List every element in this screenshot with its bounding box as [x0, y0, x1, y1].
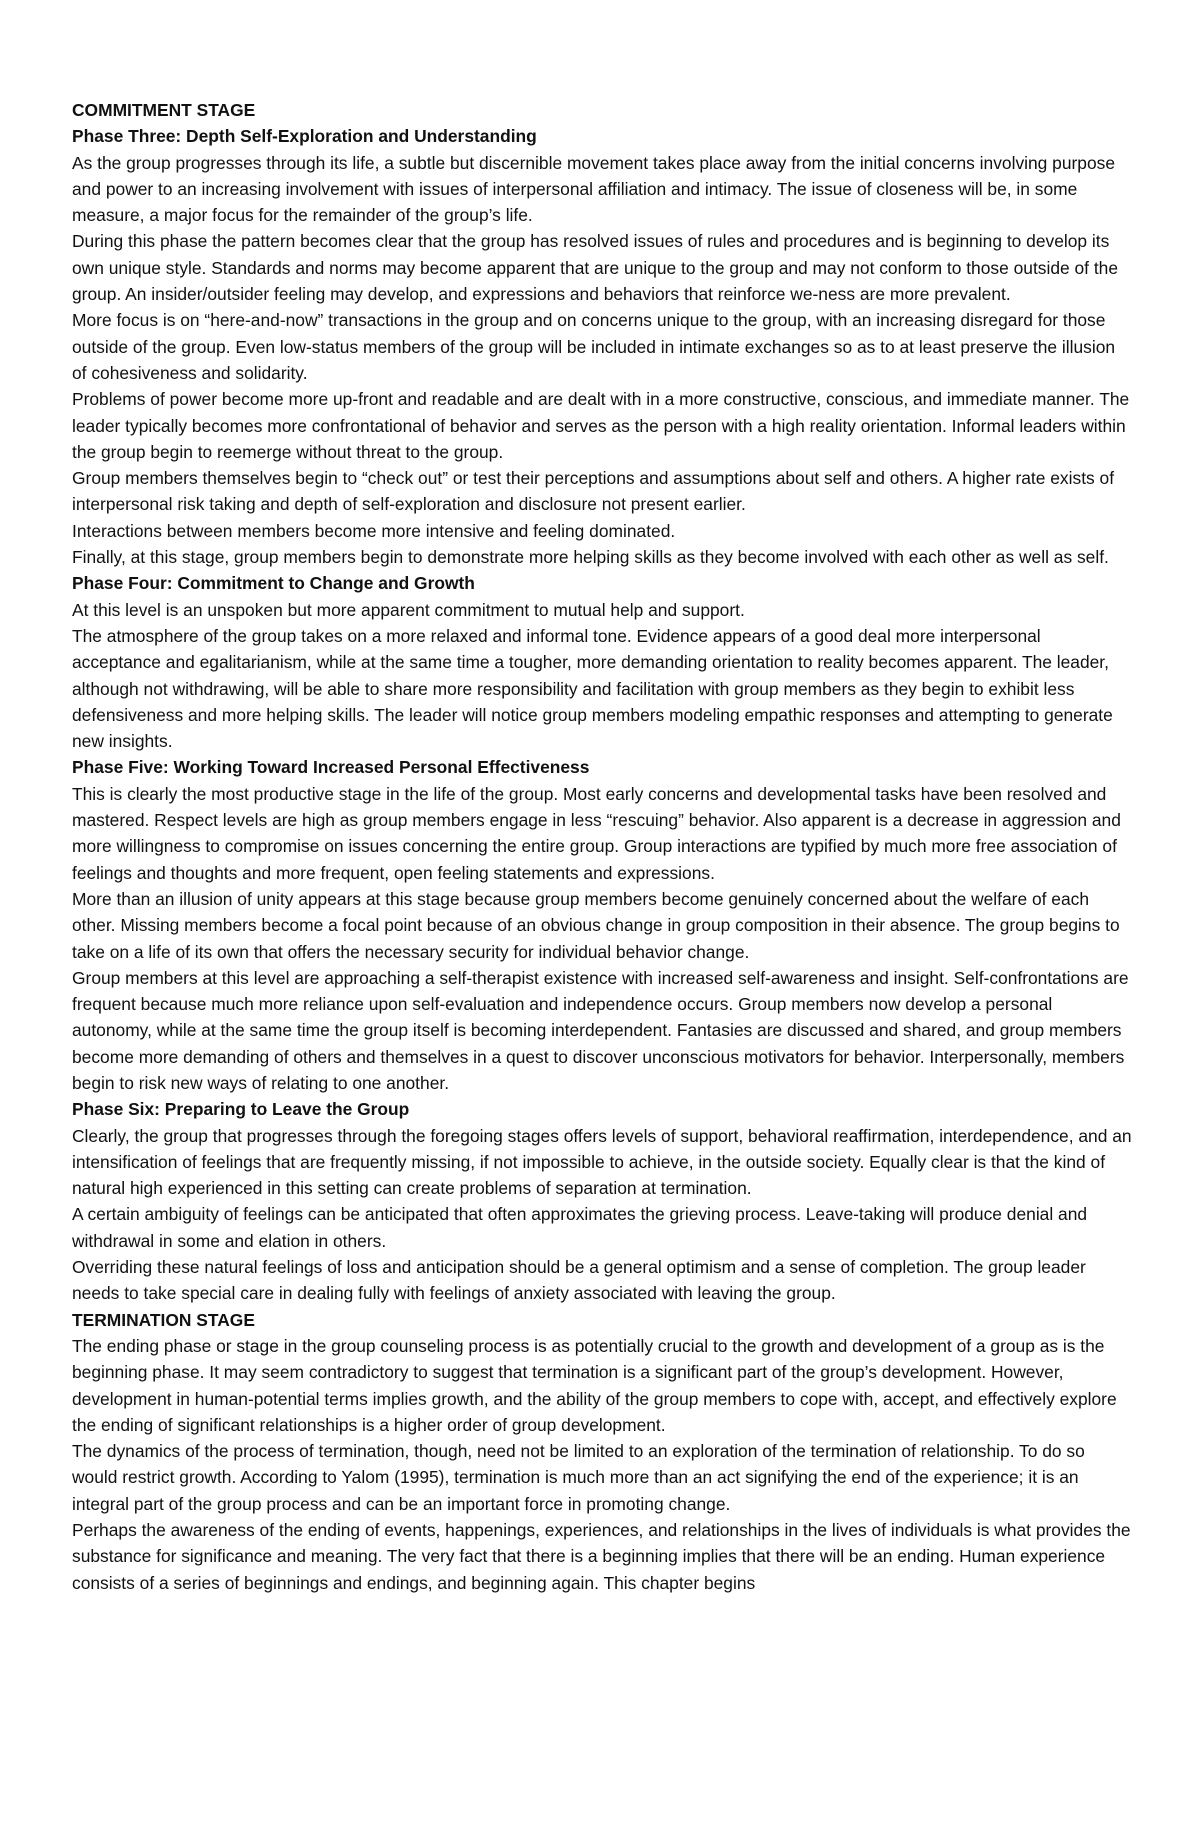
paragraph: The atmosphere of the group takes on a more relaxed and informal tone. Evidence appears of a good deal more interpersonal acceptance and egalitarianism, while at the same time a tougher, more demanding orientation to reality becomes apparent. The leader, although not withdrawing, will be able to share more responsibility and facilitation with group members as they begin to exhibit less defensiveness and more helping skills. The leader will notice group members modeling empathic responses and attempting to generate new insights.	[72, 625, 1113, 752]
paragraph: At this level is an unspoken but more apparent commitment to mutual help and support.	[72, 599, 745, 620]
paragraph: A certain ambiguity of feelings can be anticipated that often approximates the grieving process. Leave-taking will produce denial and withdrawal in some and elation in others.	[72, 1204, 1088, 1251]
paragraph: This is clearly the most productive stage in the life of the group. Most early concerns and developmental tasks have been resolved and mastered. Respect levels are high as group members engage in less “rescuing” behavior. Also apparent is a decrease in aggression and more willingness to compromise on issues concerning the entire group. Group interactions are typified by much more free association of feelings and thoughts and more frequent, open feeling statements and expressions.	[72, 783, 1121, 883]
paragraph: The dynamics of the process of termination, though, need not be limited to an exploration of the termination of relationship. To do so would restrict growth. According to Yalom (1995), termination is much more than an act signifying the end of the experience; it is an integral part of the group process and can be an important force in promoting change.	[72, 1441, 1085, 1514]
paragraph: Clearly, the group that progresses through the foregoing stages offers levels of support, behavioral reaffirmation, interdependence, and an intensification of feelings that are frequently missing, if not impossible to achieve, in the outside society. Equally clear is that the kind of natural high experienced in this setting can create problems of separation at termination.	[72, 1125, 1132, 1199]
heading-phase-six: Phase Six: Preparing to Leave the Group	[72, 1099, 410, 1120]
paragraph: During this phase the pattern becomes clear that the group has resolved issues of rules and procedures and is beginning to develop its own unique style. Standards and norms may become apparent that are unique to the group and may not conform to those outside of the group. An insider/outsider feeling may develop, and expressions and behaviors that reinforce we-ness are more prevalent.	[72, 231, 1119, 305]
heading-phase-four: Phase Four: Commitment to Change and Growth	[72, 573, 475, 594]
paragraph: Perhaps the awareness of the ending of events, happenings, experiences, and relationships in the lives of individuals is what provides the substance for significance and meaning. The very fact that there is a beginning implies that there will be an ending. Human experience consists of a series of beginnings and endings, and beginning again. This chapter begins	[72, 1520, 1131, 1593]
heading-phase-three: Phase Three: Depth Self-Exploration and Understanding	[72, 126, 537, 147]
paragraph: Interactions between members become more intensive and feeling dominated.	[72, 520, 676, 541]
paragraph: Overriding these natural feelings of loss and anticipation should be a general optimism and a sense of completion. The group leader needs to take special care in dealing fully with feelings of anxiety associated with leaving the group.	[72, 1257, 1086, 1304]
paragraph: As the group progresses through its life, a subtle but discernible movement takes place away from the initial concerns involving purpose and power to an increasing involvement with issues of interpersonal affiliation and intimacy. The issue of closeness will be, in some measure, a major focus for the remainder of the group’s life.	[72, 152, 1116, 226]
document-page	[72, 97, 1132, 1596]
paragraph: Problems of power become more up-front and readable and are dealt with in a more constructive, conscious, and immediate manner. The leader typically becomes more confrontational of behavior and serves as the person with a high reality orientation. Informal leaders within the group begin to reemerge without threat to the group.	[72, 389, 1130, 462]
heading-phase-five: Phase Five: Working Toward Increased Personal Effectiveness	[72, 757, 590, 778]
paragraph: Finally, at this stage, group members begin to demonstrate more helping skills as they become involved with each other as well as self.	[72, 547, 1109, 568]
paragraph: Group members themselves begin to “check out” or test their perceptions and assumptions about self and others. A higher rate exists of interpersonal risk taking and depth of self-exploration and disclosure not present earlier.	[72, 468, 1115, 515]
paragraph: More than an illusion of unity appears at this stage because group members become genuinely concerned about the welfare of each other. Missing members become a focal point because of an obvious change in group composition in their absence. The group begins to take on a life of its own that offers the necessary security for individual behavior change.	[72, 888, 1120, 962]
heading-termination-stage: TERMINATION STAGE	[72, 1309, 255, 1330]
paragraph: More focus is on “here-and-now” transactions in the group and on concerns unique to the group, with an increasing disregard for those outside of the group. Even low-status members of the group will be included in intimate exchanges so as to at least preserve the illusion of cohesiveness and solidarity.	[72, 310, 1116, 383]
paragraph: Group members at this level are approaching a self-therapist existence with increased self-awareness and insight. Self-confrontations are frequent because much more reliance upon self-evaluation and independence occurs. Group members now develop a personal autonomy, while at the same time the group itself is becoming interdependent. Fantasies are discussed and shared, and group members become more demanding of others and themselves in a quest to discover unconscious motivators for behavior. Interpersonally, members begin to risk new ways of relating to one another.	[72, 967, 1129, 1093]
paragraph: The ending phase or stage in the group counseling process is as potentially crucial to the growth and development of a group as is the beginning phase. It may seem contradictory to suggest that termination is a significant part of the group’s development. However, development in human-potential terms implies growth, and the ability of the group members to cope with, accept, and effectively explore the ending of significant relationships is a higher order of group development.	[72, 1335, 1117, 1435]
heading-commitment-stage: COMMITMENT STAGE	[72, 100, 256, 120]
